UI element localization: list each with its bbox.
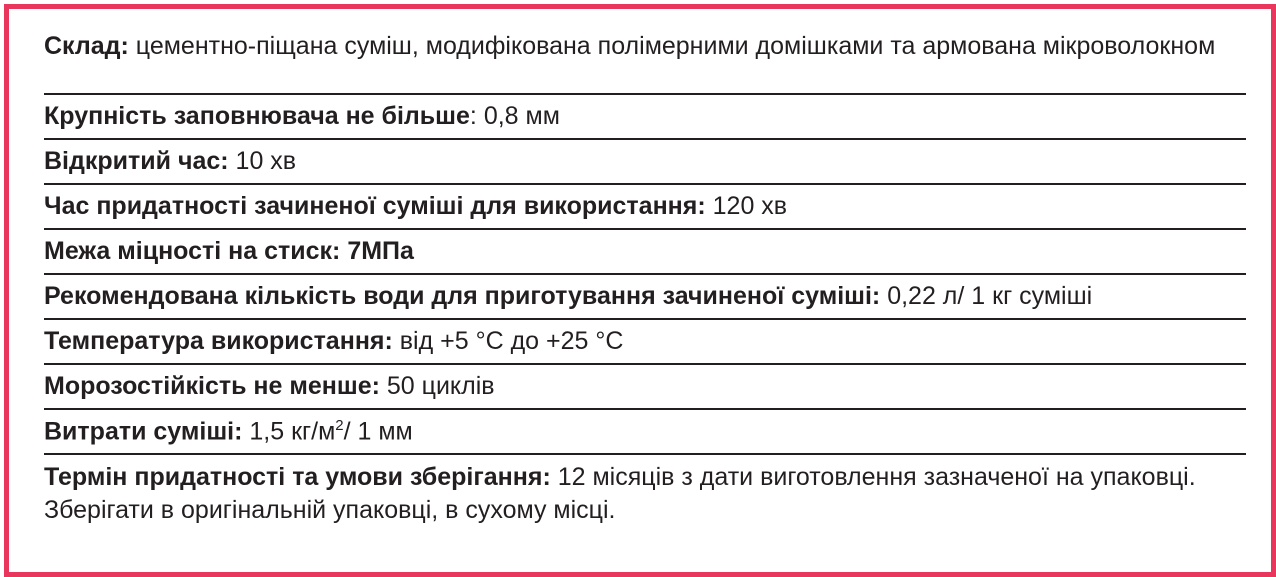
spec-value: 0,22 л/ 1 кг суміші: [880, 282, 1093, 310]
spec-row-frost-resistance: [44, 365, 1246, 410]
spec-label: Склад:: [44, 32, 129, 60]
spec-value: : 0,8 мм: [469, 102, 560, 130]
spec-label: Термін придатності та умови зберігання:: [44, 463, 551, 491]
spec-text: [44, 31, 1246, 59]
spec-value: від +5 °С до +25 °С: [392, 327, 624, 355]
spec-label: Крупність заповнювача не більше: [44, 102, 470, 130]
spec-row-pot-life: [44, 185, 1246, 230]
spec-label: Відкритий час:: [44, 147, 229, 175]
spec-label: Температура використання:: [44, 327, 393, 355]
spec-label: Морозостійкість не менше:: [44, 372, 380, 400]
spec-value-after: / 1 мм: [343, 417, 413, 446]
spec-row-compressive-strength: [44, 230, 1246, 275]
spec-row-open-time: [44, 140, 1246, 185]
spec-row-water-amount: [44, 275, 1246, 320]
spec-row-consumption: [44, 410, 1246, 455]
spec-label: Рекомендована кількість води для приготування зачиненої суміші:: [44, 282, 881, 310]
spec-label: Межа міцності на стиск: 7МПа: [44, 237, 414, 265]
spec-value: 10 хв: [228, 147, 297, 175]
spec-value: 12 місяців з дати виготовлення зазначеної на упаковці. Зберігати в оригінальній упаковці, в сухому місці.: [44, 463, 1196, 524]
spec-label: Час придатності зачиненої суміші для використання:: [44, 192, 706, 220]
spec-row-aggregate-size: [44, 95, 1246, 140]
spec-row-composition: [44, 31, 1246, 95]
spec-value: 50 циклів: [379, 372, 495, 400]
spec-label: Витрати суміші:: [44, 417, 243, 446]
spec-row-usage-temperature: [44, 320, 1246, 365]
spec-value: 1,5 кг/м: [242, 417, 336, 446]
spec-value: 120 хв: [705, 192, 788, 220]
spec-superscript: 2: [335, 416, 344, 434]
spec-row-shelf-life: [44, 455, 1246, 527]
spec-value: цементно-піщана суміш, модифікована полімерними домішками та армована мікроволокном: [128, 32, 1216, 60]
spec-table: [44, 31, 1246, 527]
